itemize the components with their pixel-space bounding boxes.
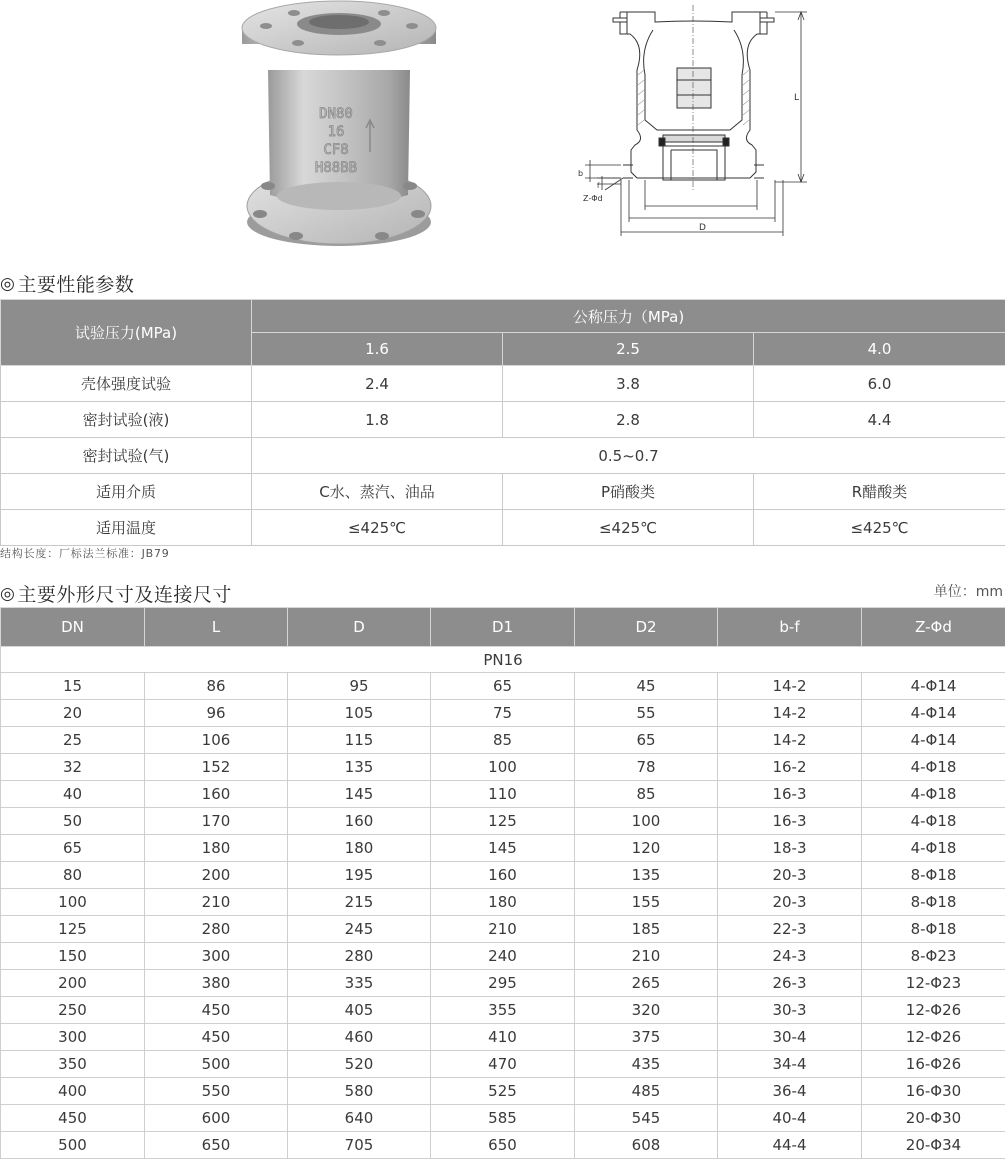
section-title: 主要外形尺寸及连接尺寸: [17, 584, 232, 606]
table-cell: 375: [575, 1024, 718, 1051]
table-row: [1, 835, 1005, 862]
table-cell: 170: [145, 808, 288, 835]
table-cell: 450: [1, 1105, 145, 1132]
table-cell: 16-2: [718, 754, 862, 781]
table-row: [1, 970, 1005, 997]
table-cell: 100: [1, 889, 145, 916]
table-cell: 210: [431, 916, 575, 943]
column-header: Z-Φd: [862, 608, 1005, 647]
row-label: 密封试验(气): [1, 438, 252, 474]
table-cell: 20-Φ34: [862, 1132, 1005, 1159]
table-cell: 65: [575, 727, 718, 754]
table-cell: 250: [1, 997, 145, 1024]
table-cell: 86: [145, 673, 288, 700]
table-cell: 14-2: [718, 673, 862, 700]
table-row: [1, 1105, 1005, 1132]
row-label: 适用温度: [1, 510, 252, 546]
table-cell: 245: [288, 916, 431, 943]
table-cell: 145: [431, 835, 575, 862]
table-cell: 125: [431, 808, 575, 835]
table-cell: 22-3: [718, 916, 862, 943]
table-cell: 265: [575, 970, 718, 997]
table-cell: C水、蒸汽、油品: [252, 474, 503, 510]
table-cell: 355: [431, 997, 575, 1024]
table-cell: 20: [1, 700, 145, 727]
table-cell: 410: [431, 1024, 575, 1051]
table-cell: 55: [575, 700, 718, 727]
pressure-header: 1.6: [252, 333, 503, 366]
table-cell: 450: [145, 1024, 288, 1051]
table-cell: 280: [145, 916, 288, 943]
table-cell: 16-Φ30: [862, 1078, 1005, 1105]
table-row: [1, 862, 1005, 889]
table-row: [1, 438, 1005, 474]
table-cell: 180: [288, 835, 431, 862]
table-cell: 36-4: [718, 1078, 862, 1105]
marking-dn: DN80: [319, 106, 353, 122]
table-cell: 16-Φ26: [862, 1051, 1005, 1078]
table-row: [1, 700, 1005, 727]
table-cell: 106: [145, 727, 288, 754]
valve-section-drawing: [575, 0, 810, 240]
table-cell: 1.8: [252, 402, 503, 438]
table-cell: 585: [431, 1105, 575, 1132]
table-row: [1, 474, 1005, 510]
column-header: D2: [575, 608, 718, 647]
table-row: [1, 402, 1005, 438]
table-cell: 350: [1, 1051, 145, 1078]
table-cell: 95: [288, 673, 431, 700]
table-cell: 180: [145, 835, 288, 862]
table-cell: 4-Φ18: [862, 835, 1005, 862]
table-cell: 215: [288, 889, 431, 916]
table-cell: 300: [1, 1024, 145, 1051]
table-cell: 100: [575, 808, 718, 835]
pn-group-label: PN16: [1, 647, 1005, 673]
table-cell: 65: [1, 835, 145, 862]
table-cell: 12-Φ26: [862, 997, 1005, 1024]
group-header-cell: 公称压力（MPa): [252, 300, 1005, 333]
table-cell: 30-4: [718, 1024, 862, 1051]
table-cell: 160: [145, 781, 288, 808]
section-title: 主要性能参数: [17, 274, 135, 296]
column-header: b-f: [718, 608, 862, 647]
table-row: [1, 808, 1005, 835]
table-row: [1, 1051, 1005, 1078]
pressure-header: 2.5: [503, 333, 754, 366]
table-row: [1, 510, 1005, 546]
table-row: [1, 997, 1005, 1024]
table-cell: 15: [1, 673, 145, 700]
row-label: 密封试验(液): [1, 402, 252, 438]
table-cell: 450: [145, 997, 288, 1024]
table-cell: 6.0: [754, 366, 1005, 402]
table-cell: 4-Φ14: [862, 700, 1005, 727]
table-cell: 3.8: [503, 366, 754, 402]
table-cell: 160: [288, 808, 431, 835]
dim-d-label: D: [699, 223, 706, 233]
circle-bullet-icon: ◎: [0, 583, 16, 604]
table-cell: 14-2: [718, 700, 862, 727]
table-cell: ≤425℃: [754, 510, 1005, 546]
table-cell: 4-Φ18: [862, 808, 1005, 835]
section-heading-dimensions: [0, 580, 232, 607]
table-cell: 152: [145, 754, 288, 781]
table-cell: 65: [431, 673, 575, 700]
table-cell: 320: [575, 997, 718, 1024]
table-cell: 135: [575, 862, 718, 889]
dim-b-label: b: [578, 169, 584, 178]
table-cell: 485: [575, 1078, 718, 1105]
table-cell: 4-Φ14: [862, 727, 1005, 754]
table-cell: 34-4: [718, 1051, 862, 1078]
table-cell: 12-Φ26: [862, 1024, 1005, 1051]
table-cell: ≤425℃: [503, 510, 754, 546]
table-cell: 608: [575, 1132, 718, 1159]
table-cell: 135: [288, 754, 431, 781]
table-cell: 8-Φ18: [862, 916, 1005, 943]
table-cell: 435: [575, 1051, 718, 1078]
circle-bullet-icon: ◎: [0, 273, 16, 294]
table-cell: 105: [288, 700, 431, 727]
table-cell: 85: [575, 781, 718, 808]
column-header: D: [288, 608, 431, 647]
table-cell: 280: [288, 943, 431, 970]
table-cell: R醋酸类: [754, 474, 1005, 510]
table-cell: 14-2: [718, 727, 862, 754]
table-cell: 160: [431, 862, 575, 889]
section-heading-performance: [0, 270, 134, 297]
table-cell: 4-Φ14: [862, 673, 1005, 700]
table-cell: 110: [431, 781, 575, 808]
table-cell: 150: [1, 943, 145, 970]
pressure-header: 4.0: [754, 333, 1005, 366]
table-cell: 20-3: [718, 862, 862, 889]
table-cell: 2.4: [252, 366, 503, 402]
table-cell: 520: [288, 1051, 431, 1078]
table-cell: 155: [575, 889, 718, 916]
table-cell: ≤425℃: [252, 510, 503, 546]
table-cell: 295: [431, 970, 575, 997]
table-cell: 75: [431, 700, 575, 727]
table-cell: 80: [1, 862, 145, 889]
table-cell: 8-Φ18: [862, 862, 1005, 889]
column-header: L: [145, 608, 288, 647]
table-cell: 600: [145, 1105, 288, 1132]
table-cell: 650: [145, 1132, 288, 1159]
column-header: DN: [1, 608, 145, 647]
table-cell: 100: [431, 754, 575, 781]
table-cell: 240: [431, 943, 575, 970]
table-cell: 20-Φ30: [862, 1105, 1005, 1132]
table-row: [1, 781, 1005, 808]
table-cell: 545: [575, 1105, 718, 1132]
table-cell: 24-3: [718, 943, 862, 970]
table-cell: 470: [431, 1051, 575, 1078]
table-cell: 650: [431, 1132, 575, 1159]
table-cell: 85: [431, 727, 575, 754]
dim-l-label: L: [794, 93, 800, 103]
table-row: [1, 1078, 1005, 1105]
table-cell: 45: [575, 673, 718, 700]
table-row: [1, 916, 1005, 943]
table-cell: 16-3: [718, 781, 862, 808]
row-label: 壳体强度试验: [1, 366, 252, 402]
unit-label: 单位：mm: [933, 584, 1003, 600]
table-cell: 8-Φ23: [862, 943, 1005, 970]
table-cell: 115: [288, 727, 431, 754]
table-cell: 210: [145, 889, 288, 916]
table-cell: 145: [288, 781, 431, 808]
marking-pressure: 16: [327, 124, 345, 140]
table-row: [1, 727, 1005, 754]
table-row: [1, 1132, 1005, 1159]
table-cell: 550: [145, 1078, 288, 1105]
valve-photo: [238, 0, 440, 248]
table-row: [1, 754, 1005, 781]
table-cell: 96: [145, 700, 288, 727]
dimensions-table: [0, 607, 1005, 1159]
table-cell: 500: [1, 1132, 145, 1159]
table-cell: 8-Φ18: [862, 889, 1005, 916]
table-cell: 32: [1, 754, 145, 781]
table-cell: 40-4: [718, 1105, 862, 1132]
marking-code: H88BB: [314, 160, 358, 176]
table-cell: 25: [1, 727, 145, 754]
table-cell: 580: [288, 1078, 431, 1105]
row-header-cell: 试验压力(MPa): [1, 300, 252, 366]
performance-table: [0, 299, 1005, 546]
table-cell: 26-3: [718, 970, 862, 997]
structure-length-note: 结构长度：厂标法兰标准：JB79: [0, 547, 170, 560]
column-header: D1: [431, 608, 575, 647]
dim-f-label: f: [597, 182, 600, 190]
table-row: [1, 943, 1005, 970]
table-cell: 300: [145, 943, 288, 970]
table-cell: 400: [1, 1078, 145, 1105]
table-row: [1, 1024, 1005, 1051]
table-cell: P硝酸类: [503, 474, 754, 510]
table-cell: 78: [575, 754, 718, 781]
merged-cell: 0.5~0.7: [252, 438, 1005, 474]
table-cell: 120: [575, 835, 718, 862]
table-cell: 460: [288, 1024, 431, 1051]
table-cell: 2.8: [503, 402, 754, 438]
table-cell: 200: [1, 970, 145, 997]
table-cell: 210: [575, 943, 718, 970]
table-cell: 125: [1, 916, 145, 943]
table-cell: 200: [145, 862, 288, 889]
table-cell: 50: [1, 808, 145, 835]
table-row: [1, 889, 1005, 916]
table-cell: 500: [145, 1051, 288, 1078]
table-cell: 185: [575, 916, 718, 943]
table-cell: 44-4: [718, 1132, 862, 1159]
table-cell: 640: [288, 1105, 431, 1132]
table-cell: 16-3: [718, 808, 862, 835]
row-label: 适用介质: [1, 474, 252, 510]
marking-material: CF8: [323, 142, 349, 158]
table-cell: 4.4: [754, 402, 1005, 438]
dim-zd-label: Z-Φd: [583, 194, 603, 203]
table-cell: 20-3: [718, 889, 862, 916]
table-cell: 195: [288, 862, 431, 889]
table-cell: 30-3: [718, 997, 862, 1024]
table-cell: 335: [288, 970, 431, 997]
table-cell: 4-Φ18: [862, 754, 1005, 781]
table-cell: 180: [431, 889, 575, 916]
table-cell: 380: [145, 970, 288, 997]
table-cell: 4-Φ18: [862, 781, 1005, 808]
table-cell: 18-3: [718, 835, 862, 862]
table-cell: 705: [288, 1132, 431, 1159]
table-row: [1, 673, 1005, 700]
table-cell: 405: [288, 997, 431, 1024]
table-cell: 12-Φ23: [862, 970, 1005, 997]
table-cell: 525: [431, 1078, 575, 1105]
table-cell: 40: [1, 781, 145, 808]
table-row: [1, 366, 1005, 402]
